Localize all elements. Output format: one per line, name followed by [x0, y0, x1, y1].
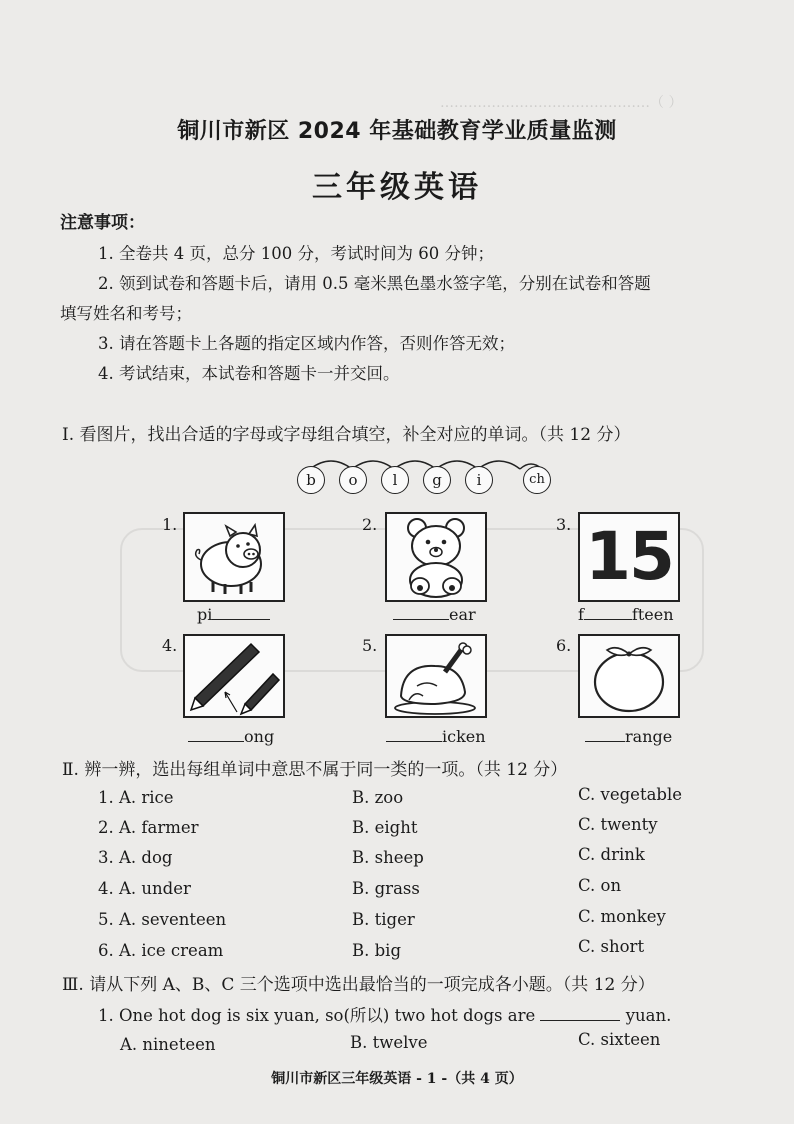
page-subtitle: 三年级英语 — [312, 170, 482, 205]
option-c[interactable]: C. on — [578, 876, 622, 895]
option-a[interactable]: 4. A. under — [98, 879, 191, 898]
option-c[interactable]: C. short — [578, 937, 645, 956]
word-suffix: range — [625, 727, 673, 746]
option-b[interactable]: B. grass — [352, 879, 420, 898]
page-title: 铜川市新区 2024 年基础教育学业质量监测 — [177, 119, 617, 144]
option-c[interactable]: C. drink — [578, 845, 645, 864]
question-text-end: yuan. — [625, 1006, 672, 1025]
note-item: 1. 全卷共 4 页，总分 100 分，考试时间为 60 分钟； — [98, 244, 494, 263]
letter-chain — [296, 455, 558, 501]
answer-blank[interactable] — [386, 741, 442, 742]
item-number: 2. — [362, 515, 378, 534]
option-a[interactable]: 5. A. seventeen — [98, 910, 227, 929]
option-a[interactable]: 3. A. dog — [98, 848, 173, 867]
letter-bubble: i — [465, 466, 493, 494]
answer-blank[interactable] — [393, 619, 449, 620]
note-item: 填写姓名和考号； — [60, 304, 192, 323]
item-number: 4. — [162, 636, 178, 655]
item-number: 3. — [556, 515, 572, 534]
word-blank-5 — [386, 727, 486, 746]
section2-heading: Ⅱ. 辨一辨，选出每组单词中意思不属于同一类的一项。（共 12 分） — [62, 760, 568, 780]
letter-bubble: o — [339, 466, 367, 494]
word-blank-2 — [393, 605, 476, 624]
answer-blank[interactable] — [585, 741, 625, 742]
bleed-through-text: ………………………………………（ ） — [440, 95, 683, 111]
word-blank-3 — [578, 605, 674, 624]
option-c[interactable]: C. monkey — [578, 907, 666, 926]
word-suffix: icken — [442, 727, 486, 746]
option-a[interactable]: 2. A. farmer — [98, 818, 199, 837]
question-1 — [98, 1002, 671, 1026]
option-c[interactable]: C. sixteen — [578, 1030, 661, 1049]
pig-icon — [183, 512, 285, 602]
answer-blank[interactable] — [188, 741, 244, 742]
word-blank-1 — [197, 605, 270, 624]
bear-icon — [385, 512, 487, 602]
section3-heading: Ⅲ. 请从下列 A、B、C 三个选项中选出最恰当的一项完成各小题。（共 12 分） — [62, 975, 655, 995]
letter-bubble: ch — [523, 466, 551, 494]
number-15-text: 15 — [585, 518, 673, 595]
note-item: 3. 请在答题卡上各题的指定区域内作答，否则作答无效； — [98, 334, 515, 353]
item-number: 6. — [556, 636, 572, 655]
option-a[interactable]: A. nineteen — [120, 1035, 216, 1054]
word-prefix: pi — [197, 605, 213, 624]
option-b[interactable]: B. eight — [352, 818, 418, 837]
option-b[interactable]: B. tiger — [352, 910, 415, 929]
option-a[interactable]: 6. A. ice cream — [98, 941, 224, 960]
note-item: 2. 领到试卷和答题卡后，请用 0.5 毫米黑色墨水签字笔，分别在试卷和答题 — [98, 274, 651, 293]
roast-chicken-icon — [385, 634, 487, 718]
answer-blank[interactable] — [584, 619, 632, 620]
option-c[interactable]: C. vegetable — [578, 785, 683, 804]
option-c[interactable]: C. twenty — [578, 815, 658, 834]
notes-heading: 注意事项： — [60, 213, 145, 233]
section1-heading: Ⅰ. 看图片，找出合适的字母或字母组合填空，补全对应的单词。（共 12 分） — [62, 425, 631, 445]
option-b[interactable]: B. zoo — [352, 788, 404, 807]
answer-blank[interactable] — [540, 1020, 620, 1021]
letter-bubble: g — [423, 466, 451, 494]
letter-bubble: l — [381, 466, 409, 494]
option-b[interactable]: B. sheep — [352, 848, 424, 867]
answer-blank[interactable] — [212, 619, 270, 620]
page-footer: 铜川市新区三年级英语 - 1 -（共 4 页） — [271, 1071, 523, 1087]
letter-bubble: b — [297, 466, 325, 494]
number-15-icon — [578, 512, 680, 602]
option-a[interactable]: 1. A. rice — [98, 788, 174, 807]
option-b[interactable]: B. twelve — [350, 1033, 428, 1052]
option-b[interactable]: B. big — [352, 941, 402, 960]
long-pencil-icon — [183, 634, 285, 718]
word-suffix: ong — [244, 727, 275, 746]
word-suffix: fteen — [631, 605, 674, 624]
word-suffix: ear — [449, 605, 476, 624]
item-number: 5. — [362, 636, 378, 655]
note-item: 4. 考试结束，本试卷和答题卡一并交回。 — [98, 364, 400, 383]
item-number: 1. — [162, 515, 178, 534]
question-text: 1. One hot dog is six yuan, so(所以) two hot dogs are — [98, 1006, 536, 1025]
word-blank-4 — [188, 727, 274, 746]
word-blank-6 — [585, 727, 672, 746]
orange-icon — [578, 634, 680, 718]
word-prefix: f — [578, 605, 584, 624]
